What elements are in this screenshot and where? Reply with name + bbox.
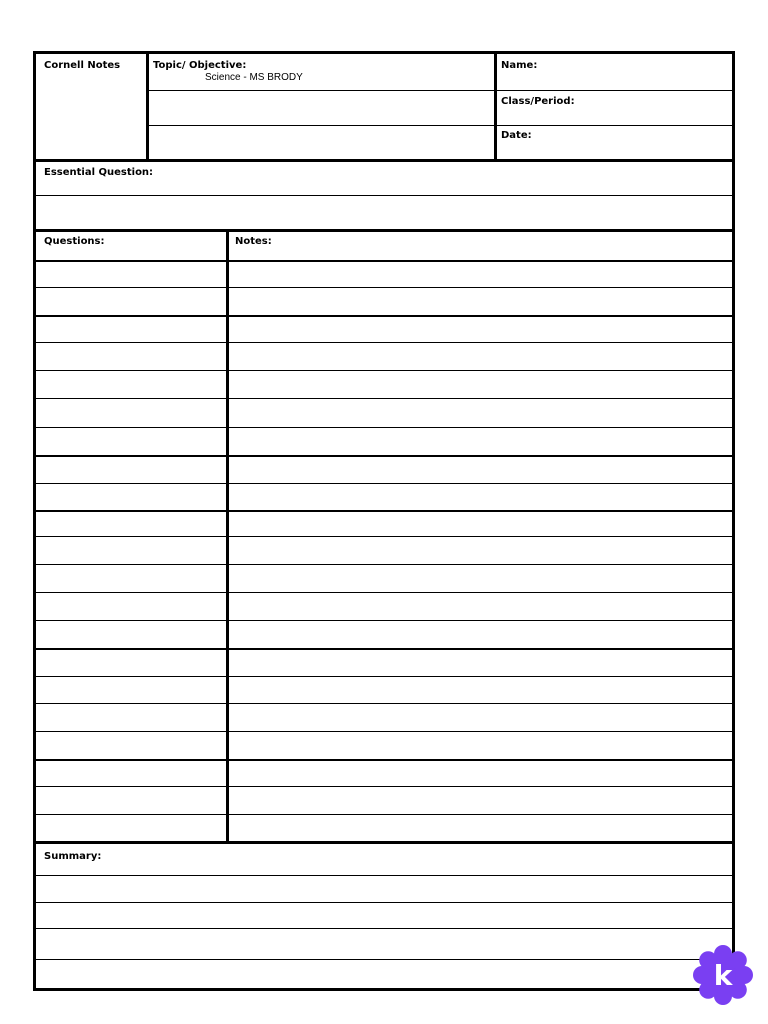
- notes-column-area[interactable]: [229, 262, 732, 841]
- topic-line-3[interactable]: [149, 126, 493, 158]
- class-period-label: Class/Period:: [501, 96, 575, 107]
- notes-label: Notes:: [235, 236, 272, 247]
- cornell-notes-title: Cornell Notes: [44, 60, 121, 71]
- header-divider-right: [494, 54, 497, 159]
- questions-label: Questions:: [44, 236, 105, 247]
- essential-question-field[interactable]: [36, 196, 732, 228]
- date-label: Date:: [501, 130, 532, 141]
- kami-badge-svg: [693, 945, 753, 1005]
- summary-field[interactable]: [36, 876, 732, 988]
- topic-value: Science - MS BRODY: [205, 72, 303, 83]
- topic-line-2[interactable]: [149, 91, 493, 124]
- summary-label: Summary:: [44, 851, 102, 862]
- date-field[interactable]: [556, 127, 726, 158]
- topic-label: Topic/ Objective:: [153, 60, 247, 71]
- kami-badge-letter: k: [713, 959, 733, 992]
- name-label: Name:: [501, 60, 538, 71]
- class-period-field[interactable]: [576, 92, 726, 124]
- header-bottom-border: [36, 159, 732, 162]
- essential-bottom-border: [36, 229, 732, 232]
- essential-question-label: Essential Question:: [44, 167, 154, 178]
- kami-k-badge-icon[interactable]: [693, 945, 753, 1005]
- questions-column-area[interactable]: [36, 262, 226, 841]
- cornell-notes-sheet: [33, 51, 735, 991]
- notes-bottom-border: [36, 841, 732, 844]
- name-field[interactable]: [556, 56, 726, 88]
